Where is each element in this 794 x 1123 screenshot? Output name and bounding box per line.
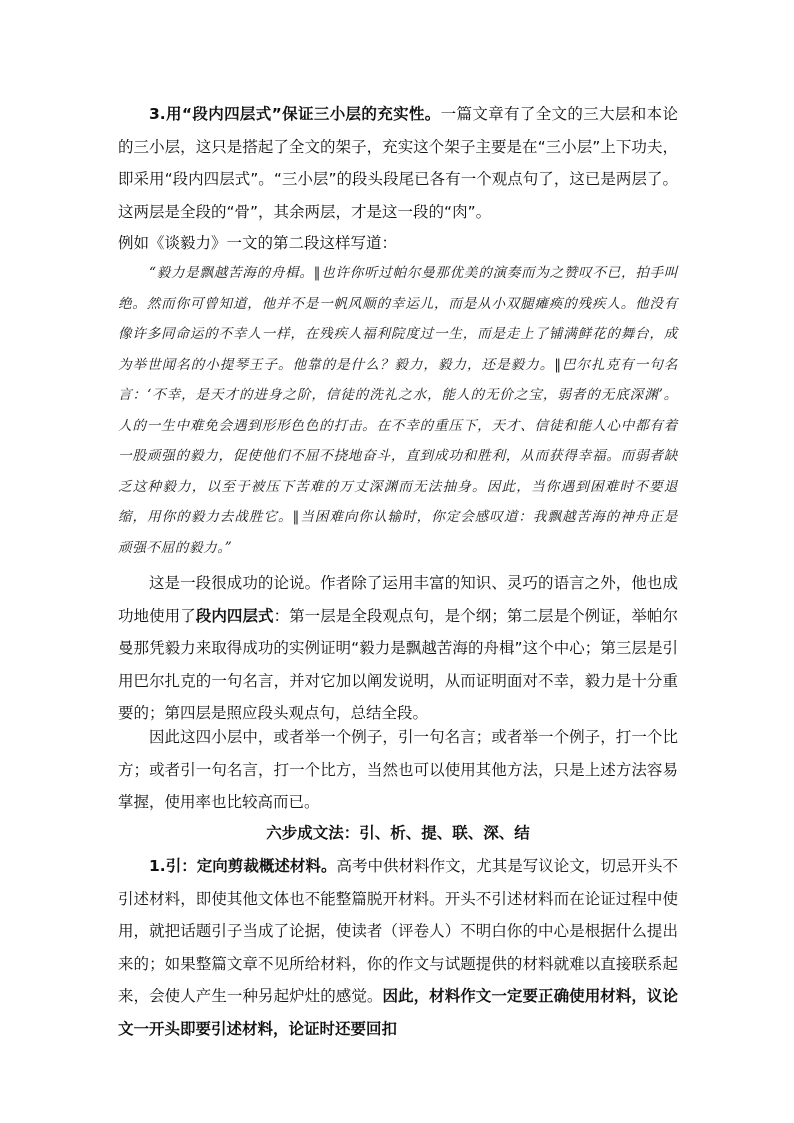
step-1-paragraph bbox=[118, 850, 678, 1045]
analysis-text-2: ：第一层是全段观点句，是个纲；第二层是个例证，举帕尔曼那凭毅力来取得成功的实例证明“毅力是飘越苦海的舟楫”这个中心；第三层是引用巴尔扎克的一句名言，并对它加以阐发说明，从而证明面对不幸，毅力是十分重要的；第四层是照应段头观点句，总结全段。 bbox=[118, 606, 678, 722]
analysis-text-1: 这是一段很成功的论说。作者除了运用丰富的知识、灵巧的语言之外，他也成功地使用了 bbox=[118, 574, 678, 625]
step-1-lead: 1.引：定向剪裁概述材料。 bbox=[149, 857, 337, 875]
example-intro: 例如《谈毅力》一文的第二段这样写道： bbox=[118, 234, 398, 252]
step-1-bold-tail: 因此，材料作文一定要正确使用材料，议论文一开头即要引述材料，论证时还要回扣 bbox=[118, 987, 678, 1038]
step-1-text: 高考中供材料作文，尤其是写议论文，切忌开头不引述材料，即使其他文体也不能整篇脱开材料。开头不引述材料而在论证过程中使用，就把话题引子当成了论据，使读者（评卷人）不明白你的中心是根据什么提出来的；如果整篇文章不见所给材料，你的作文与试题提供的材料就难以直接联系起来，会使人产生一种另起炉灶的感觉。 bbox=[118, 857, 678, 1005]
section-3-lead: 3.用“段内四层式”保证三小层的充实性。 bbox=[149, 105, 441, 123]
methods-paragraph: 因此这四小层中，或者举一个例子，引一句名言；或者举一个例子，打一个比方；或者引一句名言，打一个比方，当然也可以使用其他方法，只是上述方法容易掌握，使用率也比较高而已。 bbox=[118, 728, 678, 811]
quoted-example-paragraph: “毅力是飘越苦海的舟楫。‖也许你听过帕尔曼那优美的演奏而为之赞叹不已，拍手叫绝。然而你可曾知道，他并不是一帆风顺的幸运儿，而是从小双腿瘫痪的残疾人。他没有像许多同命运的不幸人一样，在残疾人福利院度过一生，而是走上了铺满鲜花的舞台，成为举世闻名的小提琴王子。他靠的是什么？毅力，毅力，还是毅力。‖巴尔扎克有一句名言：‘不幸，是天才的进身之阶，信徒的洗礼之水，能人的无价之宝，弱者的无底深渊’。人的一生中难免会遇到形形色色的打击。在不幸的重压下，天才、信徒和能人心中都有着一股顽强的毅力，促使他们不屈不挠地奋斗，直到成功和胜利，从而获得幸福。而弱者缺乏这种毅力，以至于被压下苦难的万丈深渊而无法抽身。因此，当你遇到困难时不要退缩，用你的毅力去战胜它。‖当困难向你认输时，你定会感叹道：我飘越苦海的神舟正是顽强不屈的毅力。” bbox=[118, 265, 678, 556]
analysis-paragraph bbox=[118, 567, 678, 730]
section-heading: 六步成文法：引、析、提、联、深、结 bbox=[266, 824, 530, 842]
section-3-paragraph bbox=[118, 98, 678, 228]
section-3-text: 一篇文章有了全文的三大层和本论的三小层，这只是搭起了全文的架子，充实这个架子主要是在“三小层”上下功夫，即采用“段内四层式”。“三小层”的段头段尾已各有一个观点句了，这已是两层了。这两层是全段的“骨”，其余两层，才是这一段的“肉”。 bbox=[118, 105, 678, 221]
analysis-bold-term: 段内四层式 bbox=[195, 606, 274, 625]
